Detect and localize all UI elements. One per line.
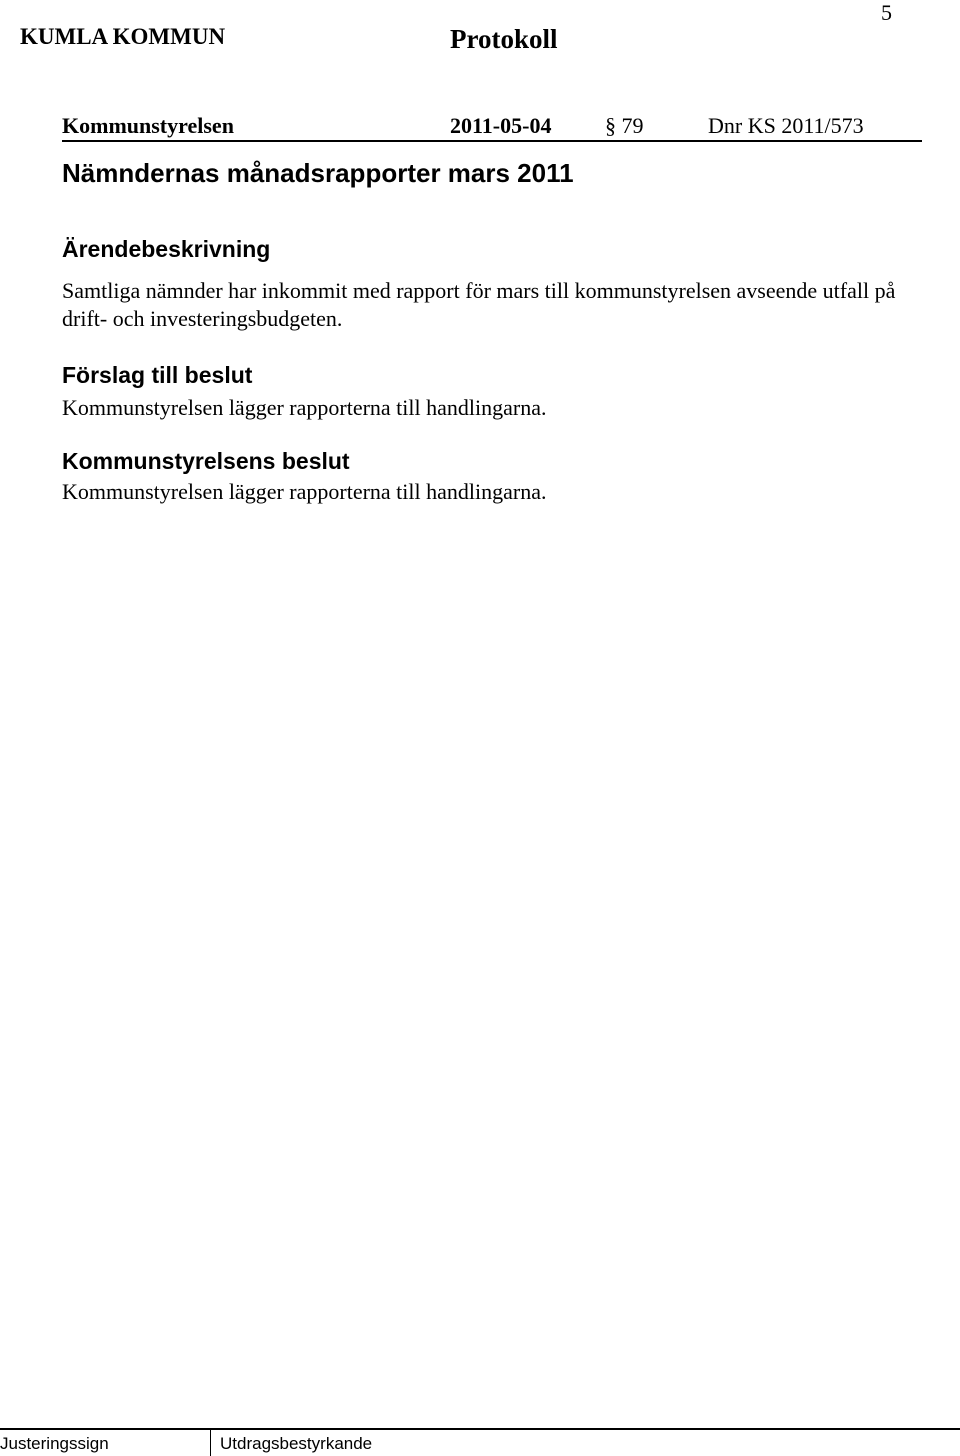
description-text: Samtliga nämnder har inkommit med rapport för mars till kommunstyrelsen avseende utfall på drift- och investeringsbudgeten. [62, 278, 896, 331]
footer-column-separator [210, 1430, 211, 1456]
decision-text: Kommunstyrelsen lägger rapporterna till handlingarna. [62, 479, 547, 504]
proposal-text: Kommunstyrelsen lägger rapporterna till handlingarna. [62, 395, 547, 420]
description-heading: Ärendebeskrivning [62, 236, 271, 262]
footer-divider [0, 1428, 960, 1430]
footer-signature-label: Justeringssign [0, 1434, 109, 1453]
footer-certification-label: Utdragsbestyrkande [220, 1434, 373, 1453]
diary-number: Dnr KS 2011/573 [708, 113, 864, 138]
paragraph-number: § 79 [605, 113, 644, 138]
meeting-date: 2011-05-04 [450, 113, 552, 138]
meeting-body: Kommunstyrelsen [62, 113, 234, 138]
case-title: Nämndernas månadsrapporter mars 2011 [62, 158, 574, 188]
page-number: 5 [881, 0, 892, 25]
document-type: Protokoll [450, 24, 558, 54]
organization-name: KUMLA KOMMUN [20, 24, 226, 49]
header-divider [62, 140, 922, 142]
proposal-heading: Förslag till beslut [62, 362, 253, 388]
decision-heading: Kommunstyrelsens beslut [62, 448, 350, 474]
